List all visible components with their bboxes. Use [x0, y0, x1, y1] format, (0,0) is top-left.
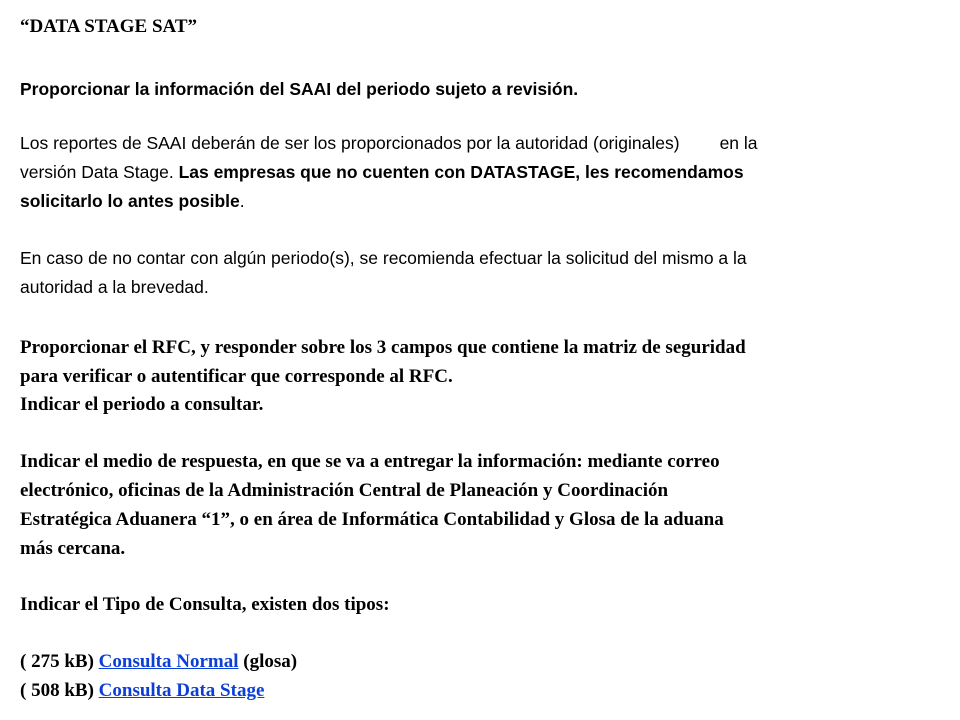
paragraph-reportes-text: Los reportes de SAAI deberán de ser los proporcionados por la autoridad (originales)	[20, 133, 680, 153]
download-item-datastage	[20, 680, 264, 702]
consulta-data-stage-link[interactable]: Consulta Data Stage	[98, 680, 265, 701]
instruction-tipo-consulta: Indicar el Tipo de Consulta, existen dos tipos:	[20, 594, 390, 615]
paragraph-reportes-text: en la	[719, 133, 758, 153]
instruction-medio-line-4: más cercana.	[20, 538, 126, 559]
period-mark: .	[239, 191, 245, 211]
file-size: ( 508 kB)	[20, 680, 99, 701]
download-item-normal	[20, 651, 297, 673]
file-size: ( 275 kB)	[20, 651, 99, 672]
paragraph-reportes-line-3	[20, 191, 245, 212]
paragraph-periodo-line-2: autoridad a la brevedad.	[20, 277, 209, 297]
datastage-recommendation: solicitarlo lo antes posible	[20, 191, 240, 211]
instruction-rfc-line-2: para verificar o autentificar que corresponde al RFC.	[20, 366, 453, 387]
paragraph-periodo-line-1: En caso de no contar con algún periodo(s), se recomienda efectuar la solicitud del mismo a la	[20, 248, 747, 268]
instruction-medio-line-1: Indicar el medio de respuesta, en que se va a entregar la información: mediante correo	[20, 451, 720, 472]
instruction-periodo: Indicar el periodo a consultar.	[20, 394, 264, 415]
consulta-normal-link[interactable]: Consulta Normal	[98, 651, 239, 672]
datastage-recommendation: Las empresas que no cuenten con DATASTAGE, les recomendamos	[178, 162, 744, 182]
paragraph-reportes-line-2	[20, 162, 744, 183]
instruction-medio-line-2: electrónico, oficinas de la Administración Central de Planeación y Coordinación	[20, 480, 669, 501]
paragraph-reportes-line-1	[20, 133, 758, 154]
instruction-saai: Proporcionar la información del SAAI del periodo sujeto a revisión.	[20, 79, 579, 99]
instruction-rfc-line-1: Proporcionar el RFC, y responder sobre los 3 campos que contiene la matriz de seguridad	[20, 337, 746, 358]
paragraph-reportes-text: versión Data Stage.	[20, 162, 179, 182]
link-suffix: (glosa)	[238, 651, 298, 672]
instruction-medio-line-3: Estratégica Aduanera “1”, o en área de Informática Contabilidad y Glosa de la aduana	[20, 509, 724, 530]
document-title: “DATA STAGE SAT”	[20, 16, 198, 37]
